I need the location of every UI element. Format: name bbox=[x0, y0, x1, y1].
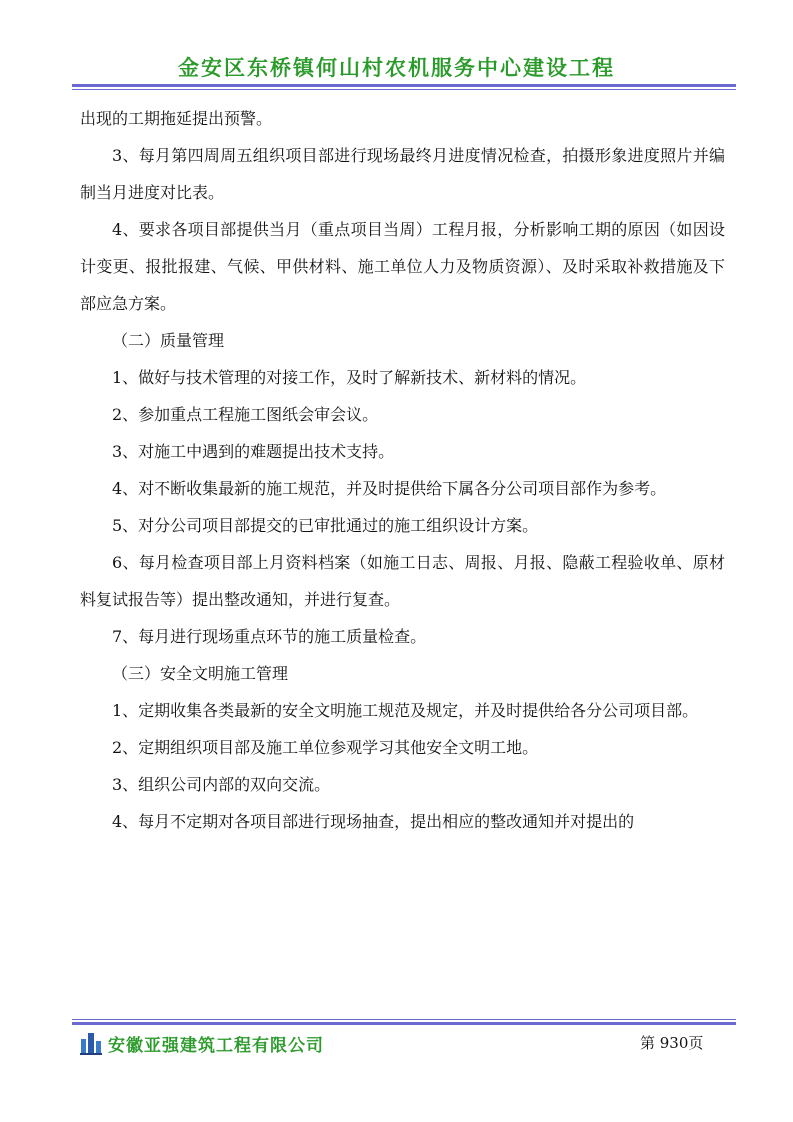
body-paragraph: 1、做好与技术管理的对接工作，及时了解新技术、新材料的情况。 bbox=[112, 368, 587, 387]
body-paragraph: 1、定期收集各类最新的安全文明施工规范及规定，并及时提供给各分公司项目部。 bbox=[112, 701, 699, 720]
footer-rule-thin bbox=[72, 1019, 736, 1020]
body-paragraph: 3、对施工中遇到的难题提出技术支持。 bbox=[112, 442, 395, 461]
body-paragraph: 6、每月检查项目部上月资料档案（如施工日志、周报、月报、隐蔽工程验收单、原材料复试报告等）提出整改通知，并进行复查。 bbox=[80, 553, 725, 609]
body-paragraph: 5、对分公司项目部提交的已审批通过的施工组织设计方案。 bbox=[112, 516, 539, 535]
body-paragraph: 2、参加重点工程施工图纸会审会议。 bbox=[112, 405, 379, 424]
footer-page-number: 第 930页 bbox=[640, 1034, 704, 1052]
body-paragraph: 2、定期组织项目部及施工单位参观学习其他安全文明工地。 bbox=[112, 738, 539, 757]
document-body bbox=[80, 100, 725, 840]
body-paragraph: 4、每月不定期对各项目部进行现场抽查，提出相应的整改通知并对提出的 bbox=[112, 812, 635, 831]
body-paragraph: 3、每月第四周周五组织项目部进行现场最终月进度情况检查，拍摄形象进度照片并编制当月进度对比表。 bbox=[80, 146, 725, 202]
building-logo-icon bbox=[80, 1031, 102, 1055]
header-rule-thin bbox=[72, 89, 736, 90]
body-paragraph: 3、组织公司内部的双向交流。 bbox=[112, 775, 331, 794]
body-paragraph: （三）安全文明施工管理 bbox=[112, 664, 289, 683]
body-paragraph: 4、对不断收集最新的施工规范，并及时提供给下属各分公司项目部作为参考。 bbox=[112, 479, 667, 498]
footer-rule-thick bbox=[72, 1022, 736, 1025]
body-paragraph: 7、每月进行现场重点环节的施工质量检查。 bbox=[112, 627, 427, 646]
footer-company-name: 安徽亚强建筑工程有限公司 bbox=[108, 1035, 324, 1056]
body-paragraph: 4、要求各项目部提供当月（重点项目当周）工程月报，分析影响工期的原因（如因设计变更、报批报建、气候、甲供材料、施工单位人力及物质资源）、及时采取补救措施及下部应急方案。 bbox=[80, 220, 725, 313]
footer-company bbox=[80, 1030, 324, 1056]
header-rule-thick bbox=[72, 84, 736, 87]
body-paragraph: （二）质量管理 bbox=[112, 331, 225, 350]
page-header-title: 金安区东桥镇何山村农机服务中心建设工程 bbox=[178, 56, 615, 80]
body-paragraph: 出现的工期拖延提出预警。 bbox=[80, 109, 273, 128]
